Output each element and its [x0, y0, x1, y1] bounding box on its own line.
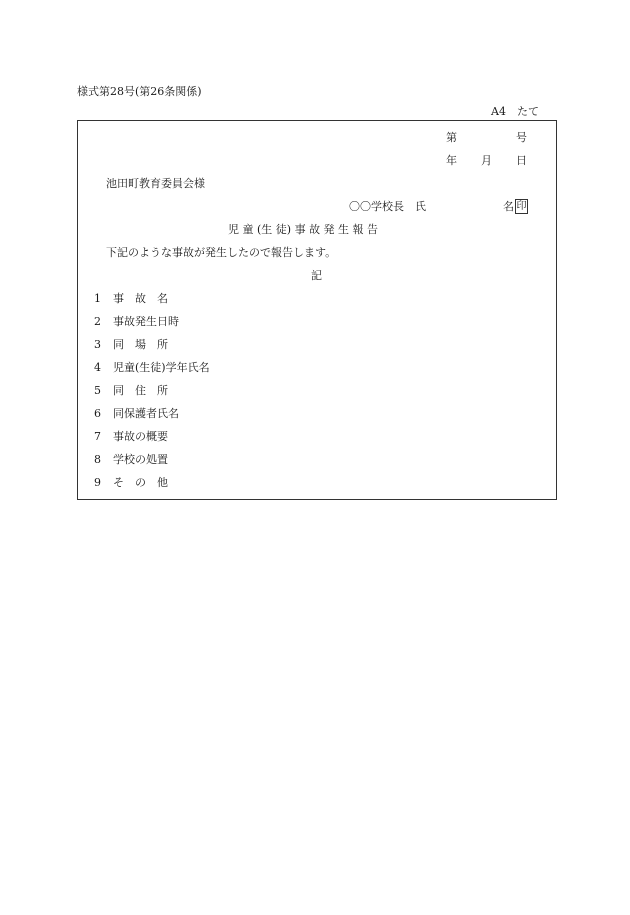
paper-size-note: A4 たて — [491, 105, 539, 118]
intro-text: 下記のような事故が発生したので報告します。 — [106, 246, 337, 259]
item-number: 4 — [94, 361, 101, 374]
name-label: 名 — [503, 200, 514, 213]
item-label-accident-datetime: 事故発生日時 — [113, 315, 179, 328]
item-label-other: そ の 他 — [113, 476, 168, 489]
report-title: 児 童 (生 徒) 事 故 発 生 報 告 — [228, 223, 379, 236]
item-label-student-name: 児童(生徒)学年氏名 — [113, 361, 210, 374]
item-label-guardian-name: 同保護者氏名 — [113, 407, 179, 420]
item-number: 3 — [94, 338, 101, 351]
document-number-prefix: 第 — [446, 131, 457, 144]
item-number: 1 — [94, 292, 101, 305]
item-number: 6 — [94, 407, 101, 420]
form-number-label: 様式第28号(第26条関係) — [77, 85, 202, 98]
document-number-suffix: 号 — [516, 131, 527, 144]
date-month-label: 月 — [481, 154, 492, 167]
item-label-address: 同 住 所 — [113, 384, 168, 397]
item-label-location: 同 場 所 — [113, 338, 168, 351]
addressee: 池田町教育委員会様 — [106, 177, 205, 190]
item-number: 9 — [94, 476, 101, 489]
item-number: 8 — [94, 453, 101, 466]
date-year-label: 年 — [446, 154, 457, 167]
school-principal-label: 〇〇学校長 氏 — [349, 200, 426, 213]
item-label-accident-summary: 事故の概要 — [113, 430, 168, 443]
date-day-label: 日 — [516, 154, 527, 167]
item-number: 7 — [94, 430, 101, 443]
ki-heading: 記 — [311, 269, 322, 282]
seal-box: 印 — [516, 201, 527, 212]
item-label-school-action: 学校の処置 — [113, 453, 168, 466]
item-number: 2 — [94, 315, 101, 328]
item-label-accident-name: 事 故 名 — [113, 292, 168, 305]
item-number: 5 — [94, 384, 101, 397]
